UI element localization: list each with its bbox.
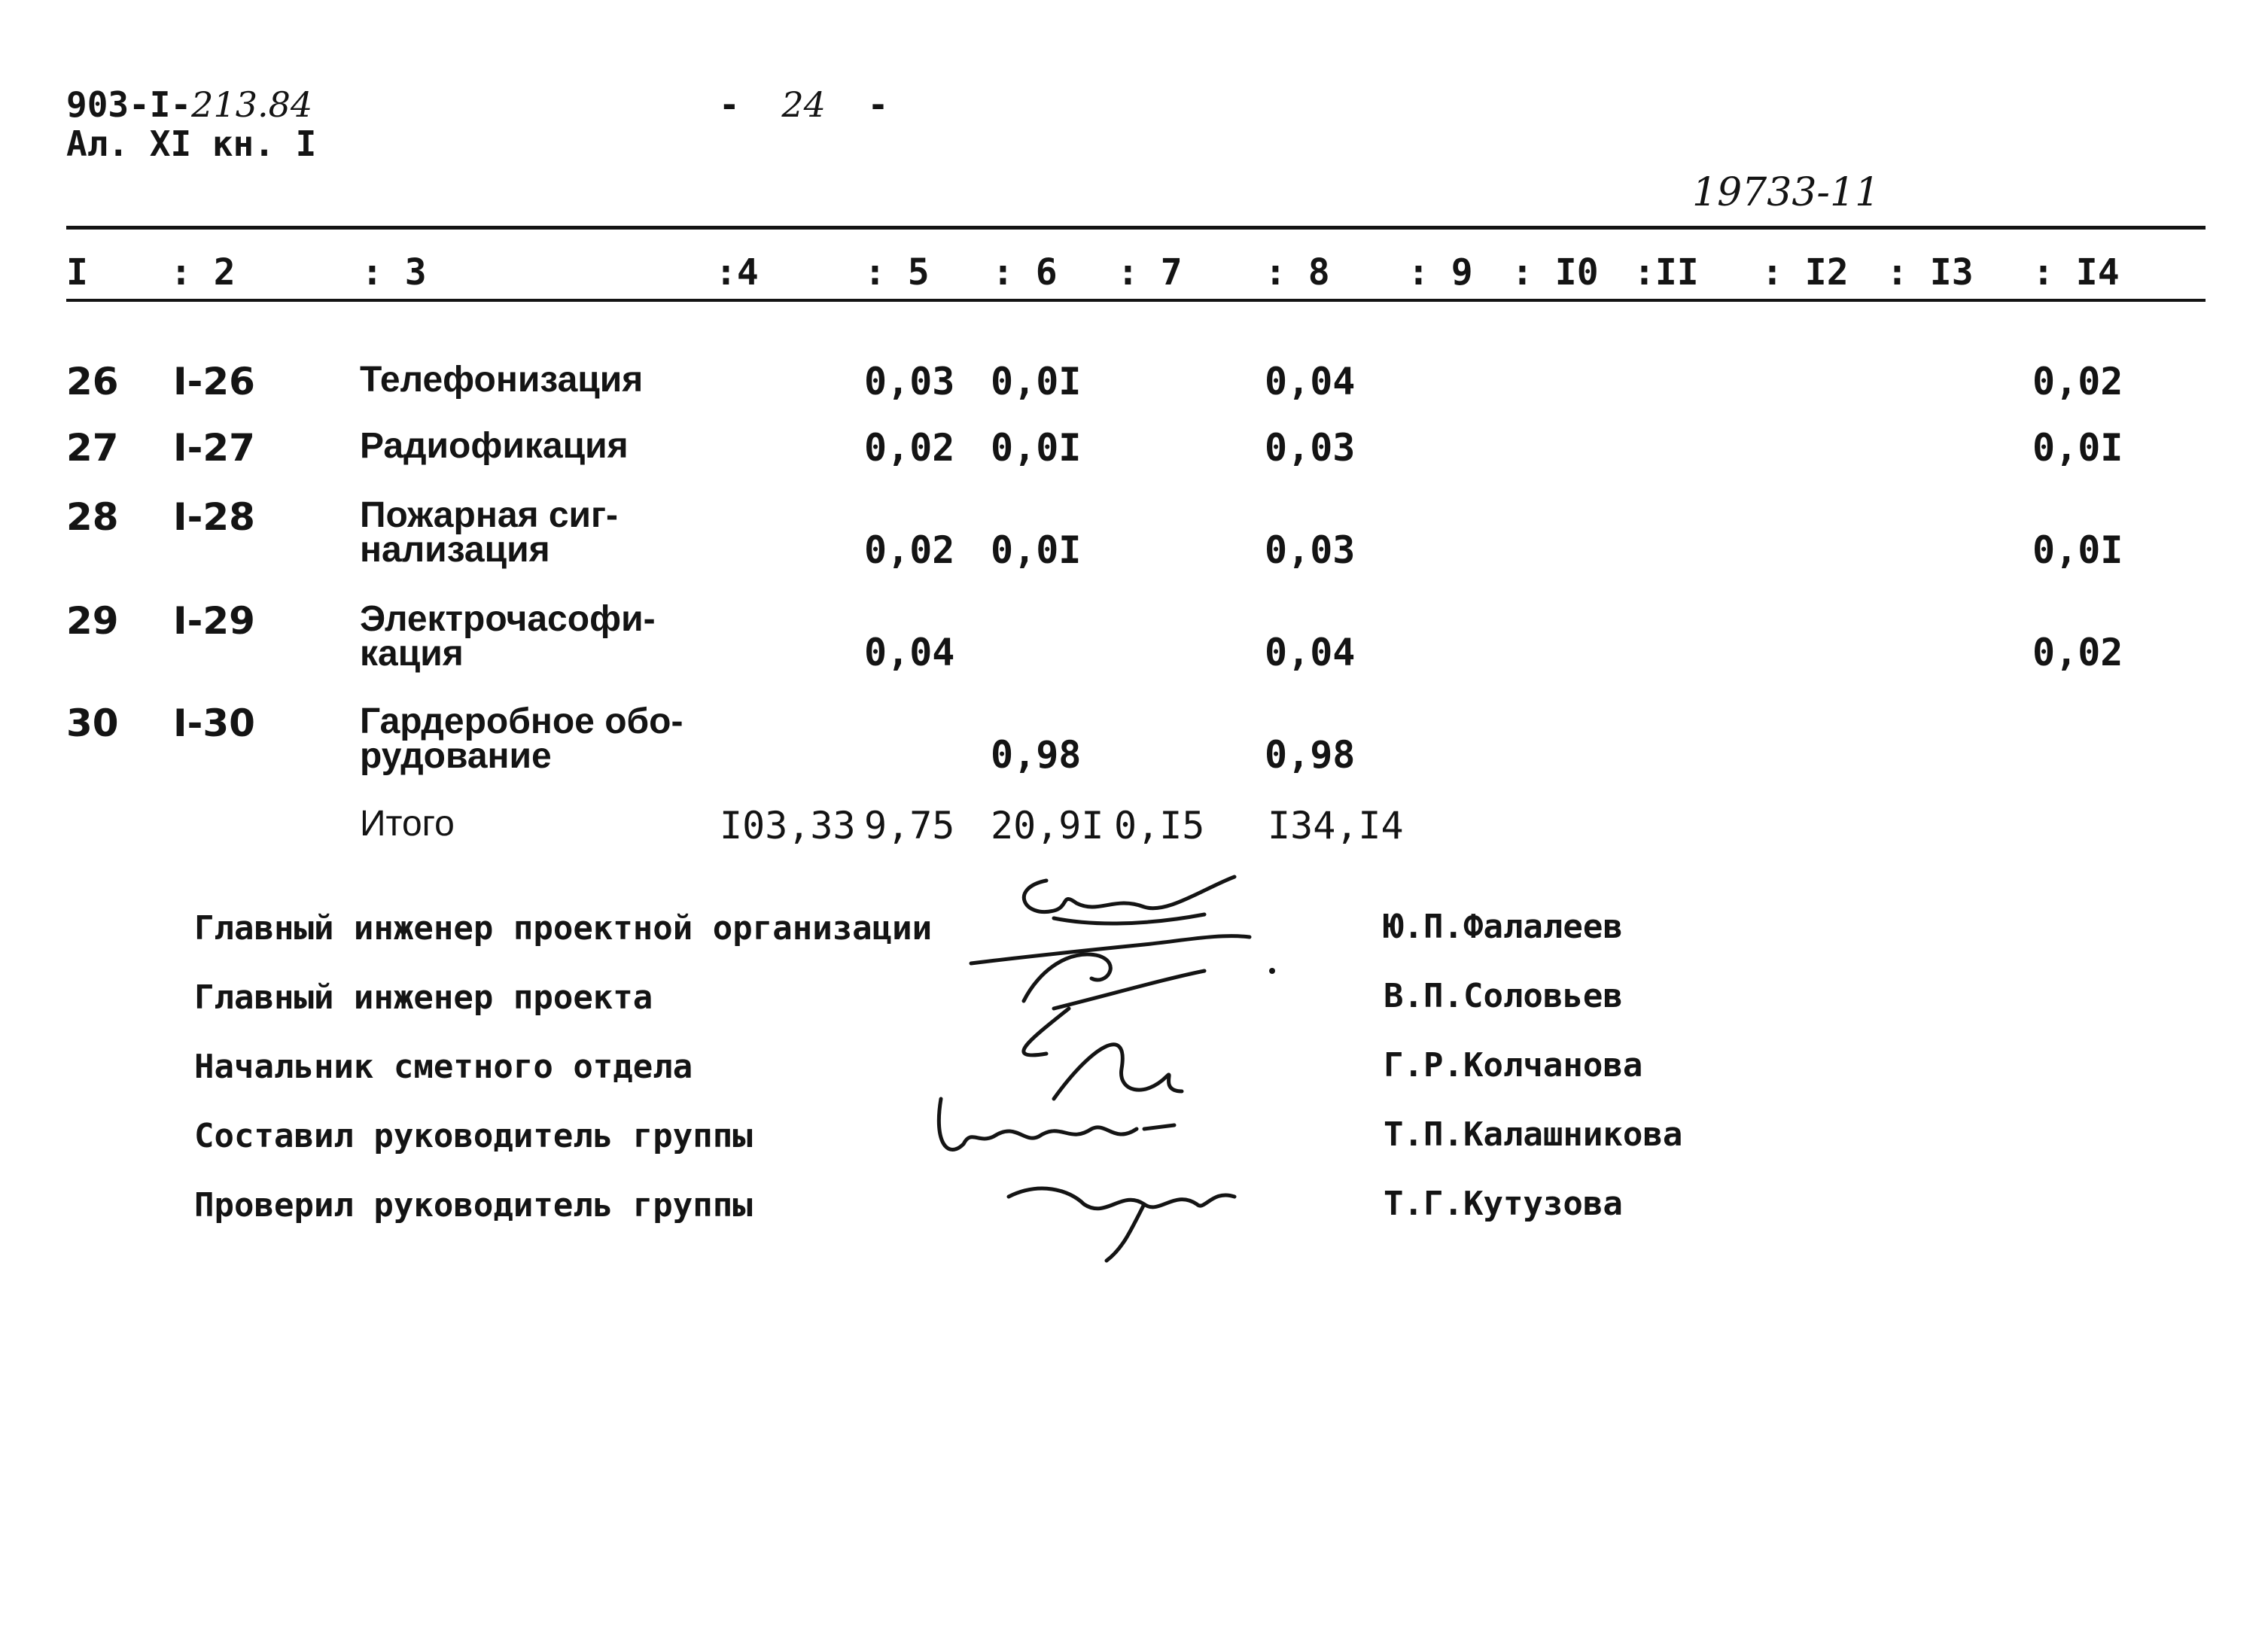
column-header-3: : 3 [361,251,427,294]
document-code-printed: 903-I- [66,84,192,125]
row-col8: 0,03 [1265,528,1356,572]
table-top-rule [66,226,2206,230]
page-number-value: 24 [781,84,826,125]
table-header-rule [66,299,2206,302]
row-col5: 0,02 [864,426,955,470]
column-header-2: : 2 [170,251,236,294]
signature-name: В.П.Соловьев [1384,977,1623,1015]
row-name-line: кация [360,634,464,674]
total-col7: 0,I5 [1114,804,1205,847]
row-code: I-27 [173,426,255,470]
column-header-9: : 9 [1408,251,1473,294]
signature-role: Проверил руководитель группы [194,1186,753,1225]
document-code-handwritten: 213.84 [191,84,313,125]
row-col6: 0,0I [991,426,1082,470]
row-name-line: Электрочасофи- [360,599,656,639]
row-number: 26 [66,360,119,403]
signature-role: Составил руководитель группы [194,1117,753,1155]
row-name-line: Телефонизация [360,360,644,400]
row-name [360,426,629,466]
total-col6: 20,9I [991,804,1104,847]
signature-stroke-1 [1024,877,1234,923]
signature-role: Главный инженер проектной организации [194,909,933,948]
row-code: I-26 [173,360,255,403]
column-header-11: :II [1633,251,1699,294]
column-header-10: : I0 [1511,251,1599,294]
signature-name: Г.Р.Колчанова [1384,1046,1643,1085]
signature-stroke-2 [971,936,1250,1009]
column-header-12: : I2 [1761,251,1849,294]
row-col14: 0,02 [2032,631,2123,674]
row-number: 29 [66,599,119,643]
row-number: 30 [66,701,119,745]
row-name [360,701,683,776]
total-col4: I03,33 [720,804,856,847]
page-number-dash-left: - [719,84,740,125]
signature-name: Т.П.Калашникова [1384,1115,1683,1154]
row-col5: 0,03 [864,360,955,403]
row-col8: 0,04 [1265,360,1356,403]
row-col14: 0,0I [2032,426,2123,470]
document-code [66,84,312,125]
signature-stroke-3 [1024,1009,1182,1099]
signature-name: Т.Г.Кутузова [1384,1185,1623,1223]
row-name [360,495,619,570]
column-header-14: : I4 [2032,251,2120,294]
row-col8: 0,98 [1265,733,1356,777]
signature-role: Главный инженер проекта [194,978,653,1017]
column-header-13: : I3 [1886,251,1974,294]
page-number-dash-right: - [867,84,889,125]
column-header-4: :4 [715,251,759,294]
row-number: 27 [66,426,119,470]
row-name-line: рудование [360,736,552,776]
row-col6: 0,98 [991,733,1082,777]
column-header-5: : 5 [864,251,930,294]
row-code: I-28 [173,495,255,539]
row-col14: 0,02 [2032,360,2123,403]
row-col6: 0,0I [991,360,1082,403]
total-col8: I34,I4 [1268,804,1404,847]
column-header-6: : 6 [992,251,1058,294]
row-col5: 0,04 [864,631,955,674]
row-col8: 0,04 [1265,631,1356,674]
row-col5: 0,02 [864,528,955,572]
column-header-8: : 8 [1265,251,1330,294]
column-header-7: : 7 [1117,251,1183,294]
row-name-line: Пожарная сиг- [360,495,619,535]
page-number [719,84,888,125]
row-name-line: Радиофикация [360,426,629,466]
total-col5: 9,75 [864,804,955,847]
row-col8: 0,03 [1265,426,1356,470]
row-name [360,599,656,674]
row-col6: 0,0I [991,528,1082,572]
row-name-line: нализация [360,530,550,570]
album-reference: Ал. XI кн. I [66,123,317,164]
row-code: I-30 [173,701,255,745]
row-name-line: Гардеробное обо- [360,701,683,741]
row-code: I-29 [173,599,255,643]
total-label: Итого [360,804,455,844]
row-number: 28 [66,495,119,539]
inventory-number: 19733-11 [1692,170,1880,215]
row-col14: 0,0I [2032,528,2123,572]
column-header-1: I [66,251,88,294]
handwritten-signatures [918,873,1340,1264]
row-name [360,360,644,400]
signature-stroke-4 [939,1099,1174,1150]
signature-role: Начальник сметного отдела [194,1048,693,1086]
signature-name: Ю.П.Фалалеев [1384,908,1623,946]
signature-stroke-5 [1009,1188,1234,1261]
